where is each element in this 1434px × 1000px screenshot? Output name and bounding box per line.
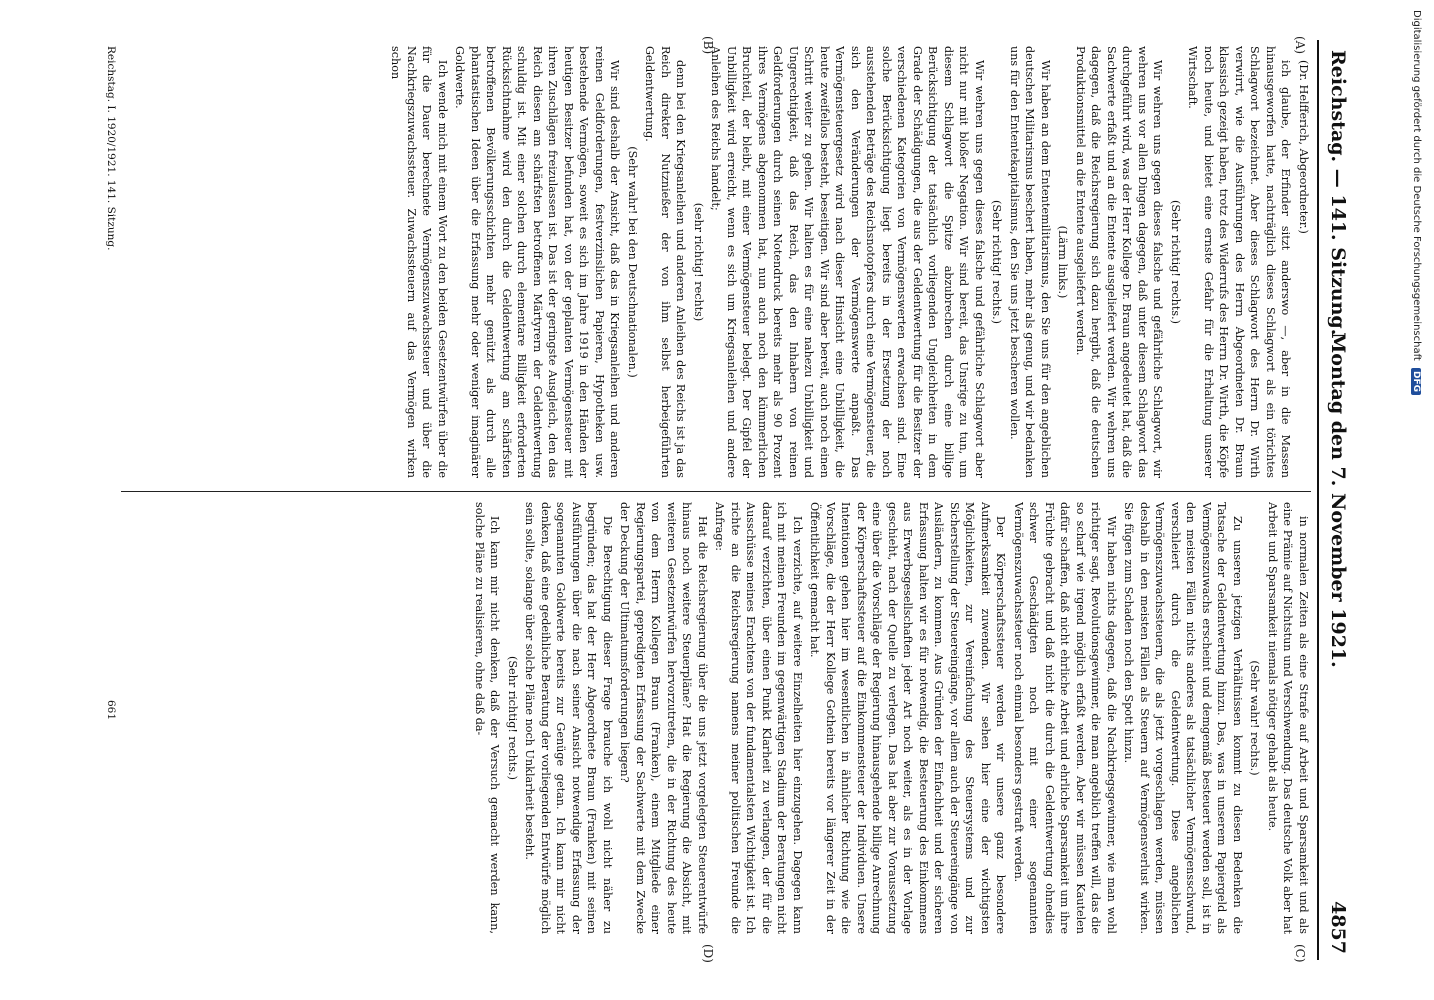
header-session: Reichstag. — 141. Sitzung. bbox=[1327, 50, 1349, 336]
paragraph: Zu unseren jetzigen Verhältnissen kommt zu diesen Bedenken die Tatsache der Geldentwertung hinzu. Das, was in unserem Papiergeld als Vermögenszuwachs erscheint und demgemäß besteuert werden soll, ist in den meisten Fällen nichts anderes als tatsächlicher Vermögensschwund, verschleiert durch die Geldentwertung. Diese angeblichen Vermögenszuwachssteuern, die als jetzt vorgeschlagen werden, müssen deshalb in den meisten Fällen als Steuern auf Vermögensverlust wirken. Sie fügen zum Schaden noch den Spott hinzu. bbox=[1122, 502, 1244, 934]
page-header bbox=[1317, 40, 1355, 960]
margin-marker-c: (C) bbox=[1293, 944, 1307, 963]
interjection: (Sehr richtig! rechts.) bbox=[990, 199, 1004, 325]
interjection: (Lärm links.) bbox=[1056, 225, 1070, 299]
margin-marker-b: (B) bbox=[701, 36, 715, 55]
margin-marker-a: (A) bbox=[1293, 36, 1307, 55]
paragraph: denn bei den Kriegsanleihen und anderen Anleihen des Reichs ist ja das Reich direkter Nutznießer der von ihm selbst herbeigeführten Geldentwertung. bbox=[643, 46, 688, 478]
page-footer: Reichstag. I. 1920/1921. 141. Sitzung. bbox=[105, 46, 117, 251]
speaker-line: (Dr. Helfferich, Abgeordneter.) bbox=[1297, 60, 1310, 234]
interjection: (sehr richtig! rechts) bbox=[692, 202, 705, 322]
signature-number: 661 bbox=[105, 700, 117, 721]
header-date: Montag den 7. November 1921. bbox=[1327, 332, 1349, 668]
paragraph: Ich kann mir nicht denken, daß der Versuch gemacht werden kann, solche Pläne zu realisieren, ohne daß da- bbox=[473, 502, 502, 934]
page-number: 4857 bbox=[1327, 901, 1349, 954]
paragraph: in normalen Zeiten als eine Strafe auf Arbeit und Sparsamkeit und als eine Prämie auf Nichtstun und Verschwendung. Das deutsche Volk aber hat Arbeit und Sparsamkeit niemals nötiger gehabt als heute. bbox=[1266, 502, 1310, 934]
paragraph: Wir haben nichts dagegen, daß die Nachkriegsgewinner, wie man wohl richtiger sagt, Revolutionsgewinner, die man angeblich treffen will, das die so scharf wie irgend möglich erfaßt werden. Aber wir müssen Kautelen dafür schaffen, daß nicht ehrliche Arbeit und ehrliche Sparsamkeit um ihre Früchte gebracht und daß nicht die durch die Geldentwertung ohnedies schwer Geschädigten noch mit einer sogenannten Vermögenszuwachssteuer noch einmal besonders gestraft werden. bbox=[1012, 502, 1118, 934]
interjection: (Sehr richtig! rechts.) bbox=[1169, 199, 1182, 325]
dfg-logo: DFG bbox=[1411, 368, 1421, 395]
interjection: (Sehr wahr! rechts.) bbox=[1248, 660, 1262, 776]
credit-text: Digitalisierung gefördert durch die Deutsche Forschungsgemeinschaft bbox=[1411, 10, 1422, 361]
interjection: (Sehr wahr! bei den Deutschnationalen.) bbox=[626, 146, 639, 378]
paragraph: Wir haben an dem Ententemilitarismus, den Sie uns für den angeblichen deutschen Militarismus beschert haben, mehr als genug, und wir bedanken uns für den Ententekapitalismus, den Sie uns jetzt bescheren wollen. bbox=[1008, 46, 1052, 478]
paragraph: Der Körperschaftssteuer werden wir unsere ganz besondere Aufmerksamkeit zuwenden. Wir sehen hier eine der wichtigsten Möglichkeiten, zur Vereinfachung des Steuersystems und zur Sicherstellung der Steuereingänge, vor allem auch der Steuereingänge von Ausländern, zu kommen. Aus Gründen der Einfachheit und der sicheren Erfassung halten wir es für notwendig, die Besteuerung des Einkommens aus Erwerbsgesellschaften jeder Art noch weiter, als es in der Vorlage geschieht, nach der Quelle zu verlegen. Das hat aber zur Voraussetzung eine über die Vorschläge der Regierung hinausgehende billige Anrechnung der Körperschaftssteuer auf die Einkommensteuer der Individuen. Unsere Intentionen gehen hier im wesentlichen in ähnlicher Richtung wie die Vorschläge, die der Herr Kollege Gothein bereits vor längerer Zeit in der Öffentlichkeit gemacht hat. bbox=[808, 502, 1008, 934]
paragraph: Die Berechtigung dieser Frage brauche ich wohl nicht näher zu begründen; das hat der Herr Abgeordnete Braun (Franken) mit seinen Ausführungen über die nach seiner Ansicht notwendige Erfassung der sogenannten Goldwerte bereits zur Genüge getan. Ich kann mir nicht denken, daß eine gedeihliche Beratung der vorliegenden Entwürfe möglich sein sollte, solange über solche Pläne noch Unklarheit besteht. bbox=[523, 502, 614, 934]
margin-marker-d: (D) bbox=[701, 944, 715, 963]
right-column bbox=[121, 502, 1311, 934]
paragraph: Ich verzichte, auf weitere Einzelheiten hier einzugehen. Dagegen kann ich mit meinen Freunden im gegenwärtigen Stadium der Beratungen nicht darauf verzichten, über einen Punkt Klarheit zu verlangen, der für die Ausschüsse meines Erachtens von der fundamentalsten Wichtigkeit ist. Ich richte an die Reichsregierung namens meiner politischen Freunde die Anfrage: bbox=[713, 502, 804, 934]
left-column bbox=[121, 46, 1311, 478]
interjection: (Sehr richtig! rechts.) bbox=[506, 655, 519, 781]
document-page bbox=[95, 36, 1355, 963]
paragraph: Wir sind deshalb der Ansicht, daß das in Kriegsanleihen und anderen reinen Geldforderungen, festverzinslichen Papieren, Hypotheken usw. bestehende Vermögen, soweit es sich im Jahre 1919 in den Händen der heutigen Besitzer befunden hat, von der geplanten Vermögensteuer mit ihren Zuschlägen freizulassen ist. Das ist der geringste Ausgleich, den das Reich diesen am schärfsten betroffenen Märtyrern der Geldentwertung schuldig ist. Mit einer solchen durch elementare Billigkeit erforderten Rücksichtnahme wird den durch die Geldentwertung am schärfsten betroffenen Bevölkerungsschichten mehr genützt als durch alle phantastischen Ideen über die Erfassung mehr oder weniger imaginärer Goldwerte. bbox=[453, 46, 622, 478]
paragraph: Ich wende mich mit einem Wort zu den beiden Gesetzentwürfen über die für die Dauer berechnete Vermögenszuwachssteuer und über die Nachkriegszuwachssteuer. Zuwachssteuern auf das Vermögen wirken schon bbox=[389, 46, 449, 478]
paragraph: Wir wehren uns gegen dieses falsche und gefährliche Schlagwort, wir wehren uns vor allen Dingen dagegen, daß unter diesem Schlagwort das durchgeführt wird, was der Herr Kollege Dr. Braun angedeutet hat, daß die Sachwerte erfaßt und an die Entente ausgeliefert werden. Wir wehren uns dagegen, daß die Reichsregierung sich dazu hergibt, daß die deutschen Produktionsmittel an die Entente ausgeliefert werden. bbox=[1074, 46, 1165, 478]
paragraph: ich glaube, der Erfinder sitzt anderswo —, aber in die Massen hinausgeworfen hatte, nachträglich dieses Schlagwort als ein törichtes Schlagwort bezeichnet. Aber dieses Schlagwort des Herrn Dr. Wirth verwirrt, wie die Ausführungen des Herrn Abgeordneten Dr. Braun klassisch gezeigt haben, trotz des Widerrufs des Herrn Dr. Wirth, die Köpfe noch heute, und bietet eine ernste Gefahr für die Erhaltung unserer Wirtschaft. bbox=[1186, 46, 1293, 478]
column-divider bbox=[121, 491, 1311, 492]
digitization-credit bbox=[1411, 10, 1422, 1000]
paragraph: Wir wehren uns gegen dieses falsche und gefährliche Schlagwort aber nicht nur mit bloßer Negation. Wir sind bereit, das Unsrige zu tun, um diesem Schlagwort die Spitze abzubrechen durch eine billige Berücksichtigung der tatsächlich vorliegenden Ungleichheiten in dem Grade der Schädigungen, die aus der Geldentwertung für die Besitzer der verschiedenen Kategorien von Vermögenswerten erwachsen sind. Eine solche Berücksichtigung liegt bereits in der Ersetzung der noch ausstehenden Beträge des Reichsnotopfers durch eine Vermögensteuer, die sich den Veränderungen der Vermögenswerte anpaßt. Das Vermögensteuergesetz wird nach dieser Hinsicht eine Unbilligkeit, die heute zweifellos besteht, beseitigen. Wir sind aber bereit, auch noch einen Schritt weiter zu gehen. Wir halten es für eine nahezu Unbilligkeit und Ungerechtigkeit, daß das Reich, das den Inhabern von reinen Geldforderungen durch seinen Notendruck bereits mehr als 90 Prozent ihres Vermögens abgenommen hat, nun auch noch den kümmerlichen Bruchteil, der bleibt, mit einer Vermögensteuer belegt. Der Gipfel der Unbilligkeit wird erreicht, wenn es sich um Kriegsanleihen und andere Anleihen des Reichs handelt; bbox=[709, 46, 986, 478]
paragraph: Hat die Reichsregierung über die uns jetzt vorgelegten Steuerentwürfe hinaus noch weitere Steuerpläne? Hat die Regierung die Absicht, mit weiteren Gesetzentwürfen hervorzutreten, die in der Richtung des heute von dem Herrn Kollegen Braun (Franken), einem Mitgliede einer Regierungspartei, gepredigten Erfassung der Sachwerte mit dem Zwecke der Deckung der Ultimatumsforderungen liegen? bbox=[618, 502, 709, 934]
